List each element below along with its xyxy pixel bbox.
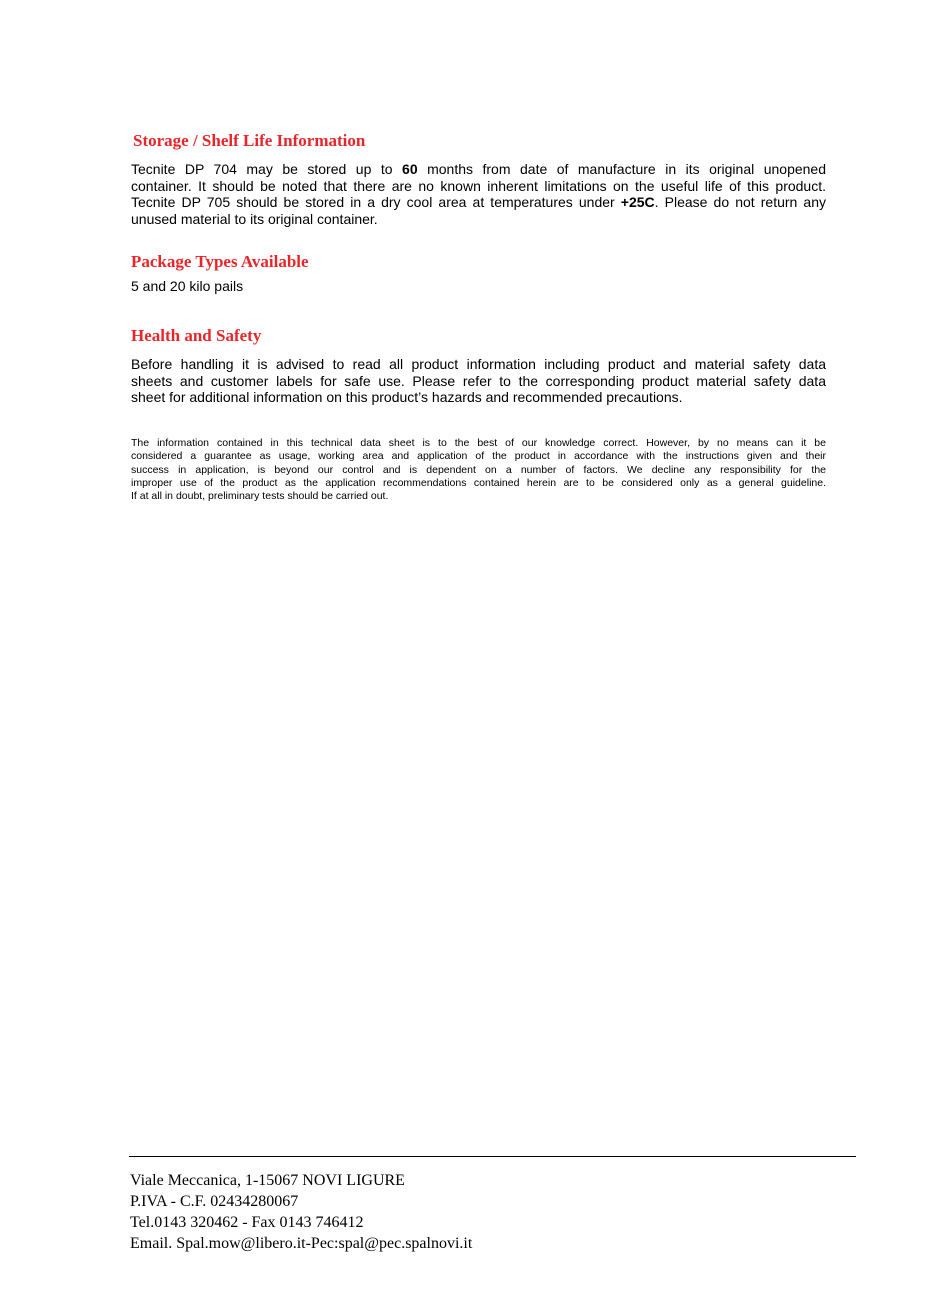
disclaimer-line-4: improper use of the product as the application recommendations contained herein are to be considered only as a general guideline. (131, 476, 826, 489)
health-line-1: Before handling it is advised to read all product information including product and material safety data (131, 356, 826, 372)
storage-heading: Storage / Shelf Life Information (133, 131, 366, 150)
disclaimer-line-5: If at all in doubt, preliminary tests should be carried out. (131, 490, 389, 503)
package-text: 5 and 20 kilo pails (131, 278, 244, 294)
health-heading: Health and Safety (131, 326, 262, 345)
footer-vat: P.IVA - C.F. 02434280067 (130, 1193, 299, 1210)
footer-contact (130, 1170, 472, 1254)
storage-line-4: unused material to its original container. (131, 210, 378, 227)
storage-line-1: Tecnite DP 704 may be stored up to 60 months from date of manufacture in its original unopened (131, 161, 827, 177)
footer-address: Viale Meccanica, 1-15067 NOVI LIGURE (130, 1172, 405, 1189)
package-paragraph (131, 278, 826, 295)
disclaimer-paragraph (131, 437, 826, 503)
storage-paragraph (131, 161, 826, 227)
health-line-2: sheets and customer labels for safe use. Please refer to the corresponding product material safety data (131, 372, 826, 389)
package-heading: Package Types Available (131, 252, 309, 271)
footer-divider (129, 1156, 856, 1157)
health-line-3: sheet for additional information on this product’s hazards and recommended precautions. (131, 389, 683, 405)
disclaimer-line-1: The information contained in this technical data sheet is to the best of our knowledge correct. However, by no means can it be (131, 437, 826, 449)
footer-phone: Tel.0143 320462 - Fax 0143 746412 (130, 1214, 364, 1231)
storage-line-2: container. It should be noted that there are no known inherent limitations on the useful life of this product. (131, 177, 826, 194)
disclaimer-line-2: considered a guarantee as usage, working area and application of the product in accordance with the instructions given and their (131, 450, 826, 463)
footer-email: Email. Spal.mow@libero.it-Pec:spal@pec.spalnovi.it (130, 1235, 473, 1252)
storage-line-3: Tecnite DP 705 should be stored in a dry cool area at temperatures under +25C. Please do not return any (131, 194, 827, 210)
disclaimer-line-3: success in application, is beyond our control and is dependent on a number of factors. We decline any responsibility for the (131, 463, 826, 476)
health-paragraph (131, 356, 826, 406)
